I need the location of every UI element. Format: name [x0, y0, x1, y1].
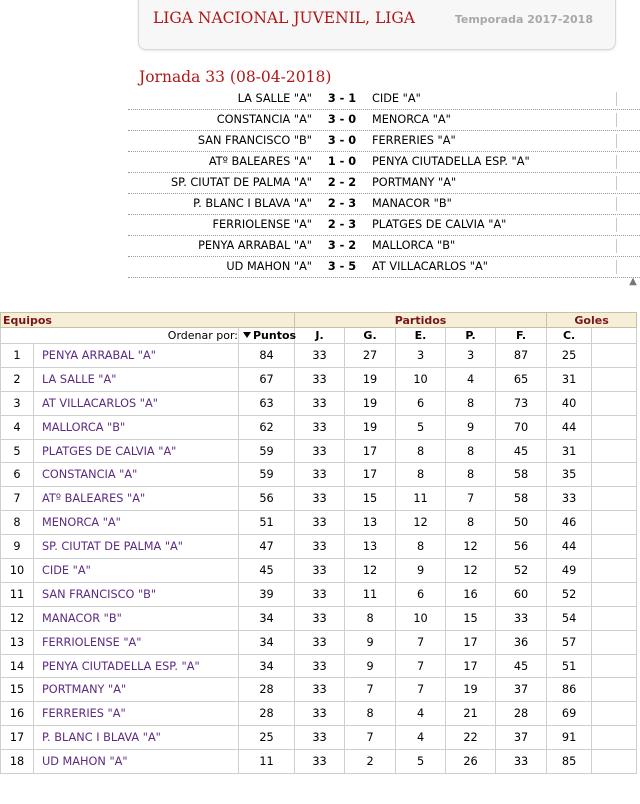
match-score: 2 - 3 — [327, 197, 357, 210]
goals-against: 85 — [547, 750, 592, 774]
away-team[interactable]: MENORCA "A" — [372, 113, 451, 126]
goals-against: 52 — [547, 582, 592, 606]
played: 33 — [295, 630, 345, 654]
won: 19 — [345, 367, 396, 391]
drawn: 6 — [396, 582, 446, 606]
drawn: 5 — [396, 750, 446, 774]
empty-cell — [592, 702, 637, 726]
goals-against: 40 — [547, 391, 592, 415]
position: 5 — [1, 439, 34, 463]
points: 51 — [239, 511, 295, 535]
standings-row — [1, 582, 637, 606]
team-name[interactable]: AT VILLACARLOS "A" — [34, 391, 239, 415]
home-team[interactable]: UD MAHON "A" — [226, 260, 312, 273]
drawn-column-header: E. — [396, 328, 446, 344]
lost: 12 — [446, 535, 496, 559]
played: 33 — [295, 582, 345, 606]
goals-for: 50 — [496, 511, 547, 535]
played: 33 — [295, 511, 345, 535]
position: 14 — [1, 654, 34, 678]
drawn: 11 — [396, 487, 446, 511]
league-header — [138, 0, 616, 50]
lost: 8 — [446, 391, 496, 415]
team-name[interactable]: PLATGES DE CALVIA "A" — [34, 439, 239, 463]
goals-for: 33 — [496, 606, 547, 630]
won: 19 — [345, 391, 396, 415]
empty-cell — [592, 415, 637, 439]
drawn: 3 — [396, 344, 446, 368]
empty-cell — [592, 535, 637, 559]
goals-for: 36 — [496, 630, 547, 654]
points: 56 — [239, 487, 295, 511]
team-name[interactable]: ATº BALEARES "A" — [34, 487, 239, 511]
drawn: 8 — [396, 463, 446, 487]
played: 33 — [295, 487, 345, 511]
team-name[interactable]: UD MAHON "A" — [34, 750, 239, 774]
match-score: 3 - 2 — [327, 239, 357, 252]
drawn: 9 — [396, 559, 446, 583]
lost: 22 — [446, 726, 496, 750]
goals-for: 58 — [496, 487, 547, 511]
empty-cell — [592, 487, 637, 511]
team-name[interactable]: FERRIOLENSE "A" — [34, 630, 239, 654]
goals-against: 44 — [547, 535, 592, 559]
empty-cell — [592, 391, 637, 415]
match-score: 1 - 0 — [327, 155, 357, 168]
standings-row — [1, 654, 637, 678]
goals-against: 31 — [547, 439, 592, 463]
points-column-header[interactable] — [239, 328, 295, 344]
match-row — [128, 257, 640, 278]
played: 33 — [295, 391, 345, 415]
standings-row — [1, 415, 637, 439]
team-name[interactable]: MENORCA "A" — [34, 511, 239, 535]
goals-for: 60 — [496, 582, 547, 606]
drawn: 8 — [396, 535, 446, 559]
team-name[interactable]: SP. CIUTAT DE PALMA "A" — [34, 535, 239, 559]
drawn: 7 — [396, 630, 446, 654]
team-name[interactable]: PORTMANY "A" — [34, 678, 239, 702]
position: 16 — [1, 702, 34, 726]
goals-for: 65 — [496, 367, 547, 391]
goals-for: 73 — [496, 391, 547, 415]
match-score: 3 - 0 — [327, 113, 357, 126]
goals-against: 46 — [547, 511, 592, 535]
teams-header: Equipos — [1, 313, 295, 328]
lost: 3 — [446, 344, 496, 368]
home-team[interactable]: SAN FRANCISCO "B" — [197, 134, 312, 147]
home-team[interactable]: LA SALLE "A" — [237, 92, 312, 105]
empty-cell — [592, 559, 637, 583]
team-name[interactable]: SAN FRANCISCO "B" — [34, 582, 239, 606]
lost: 17 — [446, 654, 496, 678]
played: 33 — [295, 559, 345, 583]
team-name[interactable]: P. BLANC I BLAVA "A" — [34, 726, 239, 750]
goals-for: 70 — [496, 415, 547, 439]
team-name[interactable]: MALLORCA "B" — [34, 415, 239, 439]
goals-against: 86 — [547, 678, 592, 702]
empty-cell — [592, 511, 637, 535]
points: 45 — [239, 559, 295, 583]
match-row — [128, 110, 640, 131]
lost: 26 — [446, 750, 496, 774]
team-name[interactable]: LA SALLE "A" — [34, 367, 239, 391]
won: 2 — [345, 750, 396, 774]
team-name[interactable]: PENYA CIUTADELLA ESP. "A" — [34, 654, 239, 678]
drawn: 10 — [396, 606, 446, 630]
points: 28 — [239, 678, 295, 702]
round-title: Jornada 33 (08-04-2018) — [139, 68, 332, 86]
points: 62 — [239, 415, 295, 439]
standings-row — [1, 606, 637, 630]
played: 33 — [295, 606, 345, 630]
played: 33 — [295, 678, 345, 702]
goals-against: 54 — [547, 606, 592, 630]
lost: 8 — [446, 511, 496, 535]
away-team[interactable]: MANACOR "B" — [372, 197, 452, 210]
played: 33 — [295, 702, 345, 726]
goals-header: Goles — [547, 313, 637, 328]
match-row — [128, 194, 640, 215]
standings-row — [1, 535, 637, 559]
drawn: 4 — [396, 702, 446, 726]
away-team[interactable]: CIDE "A" — [372, 92, 421, 105]
standings-row — [1, 487, 637, 511]
lost-column-header: P. — [446, 328, 496, 344]
goals-for: 28 — [496, 702, 547, 726]
goals-for: 87 — [496, 344, 547, 368]
goals-for: 45 — [496, 439, 547, 463]
home-team[interactable]: P. BLANC I BLAVA "A" — [193, 197, 312, 210]
lost: 9 — [446, 415, 496, 439]
row-divider — [616, 218, 617, 232]
position: 3 — [1, 391, 34, 415]
empty-cell — [592, 344, 637, 368]
empty-cell — [592, 582, 637, 606]
played-column-header: J. — [295, 328, 345, 344]
away-team[interactable]: PLATGES DE CALVIA "A" — [372, 218, 507, 231]
played: 33 — [295, 535, 345, 559]
away-team[interactable]: PENYA CIUTADELLA ESP. "A" — [372, 155, 530, 168]
lost: 16 — [446, 582, 496, 606]
won: 12 — [345, 559, 396, 583]
away-team[interactable]: MALLORCA "B" — [372, 239, 456, 252]
position: 10 — [1, 559, 34, 583]
lost: 19 — [446, 678, 496, 702]
won: 15 — [345, 487, 396, 511]
points: 34 — [239, 654, 295, 678]
lost: 12 — [446, 559, 496, 583]
goals-for: 45 — [496, 654, 547, 678]
match-row — [128, 89, 640, 110]
played: 33 — [295, 463, 345, 487]
match-row — [128, 173, 640, 194]
match-score: 3 - 0 — [327, 134, 357, 147]
scroll-up-arrow-icon[interactable]: ▲ — [629, 276, 637, 287]
standings-row — [1, 511, 637, 535]
lost: 4 — [446, 367, 496, 391]
position: 11 — [1, 582, 34, 606]
sort-by-label — [1, 328, 239, 344]
won: 9 — [345, 654, 396, 678]
position: 17 — [1, 726, 34, 750]
empty-cell — [592, 654, 637, 678]
row-divider — [616, 239, 617, 253]
played: 33 — [295, 654, 345, 678]
sort-down-icon[interactable] — [243, 332, 251, 338]
won: 17 — [345, 439, 396, 463]
won: 8 — [345, 606, 396, 630]
match-row — [128, 215, 640, 236]
won: 13 — [345, 511, 396, 535]
lost: 7 — [446, 487, 496, 511]
standings-row — [1, 463, 637, 487]
home-team[interactable]: FERRIOLENSE "A" — [212, 218, 312, 231]
match-row — [128, 152, 640, 173]
goals-against: 51 — [547, 654, 592, 678]
won: 27 — [345, 344, 396, 368]
goals-against: 35 — [547, 463, 592, 487]
away-team[interactable]: FERRERIES "A" — [372, 134, 456, 147]
drawn: 8 — [396, 439, 446, 463]
position: 15 — [1, 678, 34, 702]
lost: 15 — [446, 606, 496, 630]
played: 33 — [295, 439, 345, 463]
drawn: 7 — [396, 678, 446, 702]
won: 7 — [345, 678, 396, 702]
standings-table — [0, 312, 637, 774]
row-divider — [616, 92, 617, 106]
played: 33 — [295, 367, 345, 391]
won-column-header: G. — [345, 328, 396, 344]
goals-against: 33 — [547, 487, 592, 511]
points: 28 — [239, 702, 295, 726]
goals-against: 69 — [547, 702, 592, 726]
points: 11 — [239, 750, 295, 774]
season-label: Temporada 2017-2018 — [454, 13, 593, 26]
goals-for: 37 — [496, 678, 547, 702]
match-score: 3 - 1 — [327, 92, 357, 105]
won: 7 — [345, 726, 396, 750]
standings-row — [1, 750, 637, 774]
won: 17 — [345, 463, 396, 487]
empty-cell — [592, 367, 637, 391]
row-divider — [616, 155, 617, 169]
match-row — [128, 236, 640, 257]
standings-row — [1, 439, 637, 463]
standings-row — [1, 726, 637, 750]
position: 12 — [1, 606, 34, 630]
home-team[interactable]: SP. CIUTAT DE PALMA "A" — [171, 176, 312, 189]
standings-row — [1, 630, 637, 654]
empty-cell — [592, 678, 637, 702]
won: 19 — [345, 415, 396, 439]
sort-by-text: Ordenar por: — [167, 329, 238, 342]
points: 59 — [239, 439, 295, 463]
position: 2 — [1, 367, 34, 391]
position: 7 — [1, 487, 34, 511]
position: 4 — [1, 415, 34, 439]
goals-for: 52 — [496, 559, 547, 583]
points: 59 — [239, 463, 295, 487]
standings-row — [1, 702, 637, 726]
match-score: 3 - 5 — [327, 260, 357, 273]
away-team[interactable]: AT VILLACARLOS "A" — [372, 260, 488, 273]
home-team[interactable]: PENYA ARRABAL "A" — [198, 239, 312, 252]
row-divider — [616, 113, 617, 127]
home-team[interactable]: ATº BALEARES "A" — [208, 155, 312, 168]
empty-cell — [592, 726, 637, 750]
team-name[interactable]: PENYA ARRABAL "A" — [34, 344, 239, 368]
drawn: 7 — [396, 654, 446, 678]
played: 33 — [295, 344, 345, 368]
standings-header-row — [1, 313, 637, 328]
drawn: 12 — [396, 511, 446, 535]
match-results — [128, 89, 640, 278]
empty-cell — [592, 463, 637, 487]
points: 84 — [239, 344, 295, 368]
goals-against: 25 — [547, 344, 592, 368]
standings-row — [1, 391, 637, 415]
played: 33 — [295, 415, 345, 439]
drawn: 4 — [396, 726, 446, 750]
team-name[interactable]: CONSTANCIA "A" — [34, 463, 239, 487]
goals-against-column-header: C. — [547, 328, 592, 344]
team-name[interactable]: CIDE "A" — [34, 559, 239, 583]
empty-cell — [592, 750, 637, 774]
won: 8 — [345, 702, 396, 726]
drawn: 5 — [396, 415, 446, 439]
position: 13 — [1, 630, 34, 654]
empty-cell — [592, 630, 637, 654]
played: 33 — [295, 726, 345, 750]
goals-against: 91 — [547, 726, 592, 750]
goals-against: 44 — [547, 415, 592, 439]
empty-cell — [592, 606, 637, 630]
points: 63 — [239, 391, 295, 415]
drawn: 10 — [396, 367, 446, 391]
match-score: 2 - 2 — [327, 176, 357, 189]
away-team[interactable]: PORTMANY "A" — [372, 176, 457, 189]
points: 34 — [239, 630, 295, 654]
row-divider — [616, 260, 617, 274]
match-row — [128, 131, 640, 152]
points: 25 — [239, 726, 295, 750]
played: 33 — [295, 750, 345, 774]
position: 9 — [1, 535, 34, 559]
position: 8 — [1, 511, 34, 535]
lost: 8 — [446, 439, 496, 463]
points-header-label: Puntos — [253, 329, 297, 342]
standings-row — [1, 344, 637, 368]
points: 67 — [239, 367, 295, 391]
points: 39 — [239, 582, 295, 606]
matches-header: Partidos — [295, 313, 547, 328]
team-name[interactable]: MANACOR "B" — [34, 606, 239, 630]
won: 11 — [345, 582, 396, 606]
lost: 8 — [446, 463, 496, 487]
won: 13 — [345, 535, 396, 559]
goals-against: 49 — [547, 559, 592, 583]
standings-subheader-row — [1, 328, 637, 344]
row-divider — [616, 176, 617, 190]
standings-row — [1, 367, 637, 391]
standings-row — [1, 559, 637, 583]
match-score: 2 - 3 — [327, 218, 357, 231]
points: 34 — [239, 606, 295, 630]
position: 18 — [1, 750, 34, 774]
goals-against: 31 — [547, 367, 592, 391]
league-title: LIGA NACIONAL JUVENIL, LIGA — [153, 9, 415, 27]
team-name[interactable]: FERRERIES "A" — [34, 702, 239, 726]
standings-row — [1, 678, 637, 702]
goals-for: 58 — [496, 463, 547, 487]
goals-for: 37 — [496, 726, 547, 750]
empty-cell — [592, 439, 637, 463]
goals-for: 33 — [496, 750, 547, 774]
goals-for-column-header: F. — [496, 328, 547, 344]
won: 9 — [345, 630, 396, 654]
goals-for: 56 — [496, 535, 547, 559]
row-divider — [616, 197, 617, 211]
goals-against: 57 — [547, 630, 592, 654]
drawn: 6 — [396, 391, 446, 415]
empty-header-cell — [592, 328, 637, 344]
lost: 21 — [446, 702, 496, 726]
lost: 17 — [446, 630, 496, 654]
points: 47 — [239, 535, 295, 559]
row-divider — [616, 134, 617, 148]
home-team[interactable]: CONSTANCIA "A" — [216, 113, 312, 126]
position: 6 — [1, 463, 34, 487]
position: 1 — [1, 344, 34, 368]
